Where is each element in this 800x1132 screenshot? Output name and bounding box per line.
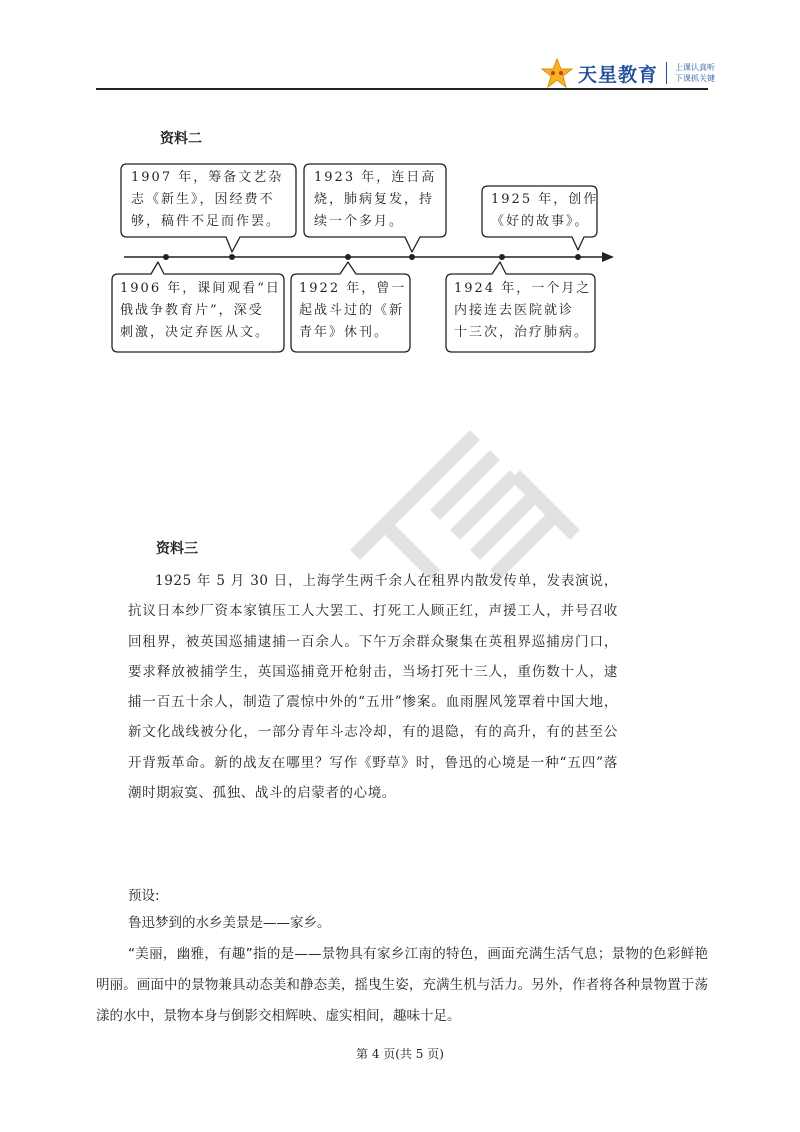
- page-footer: 第 4 页(共 5 页): [356, 1047, 444, 1061]
- preset-paragraph: “美丽，幽雅，有趣”指的是——景物具有家乡江南的特色，画面充满生活气息；景物的色彩鲜艳明丽。画面中的景物兼具动态美和静态美，摇曳生姿，充满生机与活力。另外，作者将各种景物置于荡漾的水中，景物本身与倒影交相辉映、虚实相间，趣味十足。: [96, 946, 708, 1024]
- event-line: 《好的故事》。: [491, 214, 590, 229]
- event-line: 青年》休刊。: [299, 325, 390, 340]
- preset-line-1: 鲁迅梦到的水乡美景是——家乡。: [128, 915, 331, 931]
- preset-label: 预设:: [128, 888, 160, 904]
- event-line: 1923 年，连日高: [314, 170, 437, 185]
- watermark-icon: [350, 420, 590, 580]
- slogan-line-2: 下课抓关键: [675, 74, 716, 83]
- event-line: 起战斗过的《新: [299, 303, 405, 318]
- event-1907-text: [131, 167, 283, 233]
- event-line: 十三次，治疗肺病。: [454, 325, 590, 340]
- point-1906: [163, 254, 169, 260]
- event-line: 俄战争教育片”，深受: [120, 303, 264, 318]
- point-1923: [409, 254, 415, 260]
- material3-paragraph: 1925 年 5 月 30 日，上海学生两千余人在租界内散发传单，发表演说，抗议日本纱厂资本家镇压工人大罢工、打死工人顾正红，声援工人，并号召收回租界，被英国巡捕逮捕一百余人。下午万余群众聚集在英租界巡捕房门口，要求释放被捕学生，英国巡捕竟开枪射击，当场打死十三人，重伤数十人，逮捕一百五十余人，制造了震惊中外的“五卅”惨案。血雨腥风笼罩着中国大地，新文化战线被分化，一部分青年斗志冷却，有的退隐，有的高升，有的甚至公开背叛革命。新的战友在哪里？写作《野草》时，鲁迅的心境是一种“五四”落潮时期寂寞、孤独、战斗的启蒙者的心境。: [128, 573, 618, 802]
- point-1922: [345, 254, 351, 260]
- event-line: 1906 年，课间观看“日: [120, 281, 281, 296]
- point-1924: [499, 254, 505, 260]
- event-line: 续一个多月。: [314, 214, 405, 229]
- event-line: 够，稿件不足而作罢。: [131, 214, 282, 229]
- slogan-line-1: 上课认真听: [675, 63, 716, 72]
- event-line: 志《新生》，因经费不: [131, 192, 275, 207]
- event-line: 1924 年，一个月之: [454, 281, 592, 296]
- event-1924-text: [454, 278, 591, 344]
- event-line: 1922 年，曾一: [299, 281, 407, 296]
- event-1906-text: [120, 278, 281, 344]
- point-1907: [229, 254, 235, 260]
- event-1922-text: [299, 278, 406, 344]
- brand-name: 天星教育: [578, 63, 659, 86]
- event-line: 烧，肺病复发，持: [314, 192, 435, 207]
- event-line: 1907 年，筹备文艺杂: [131, 170, 284, 185]
- timeline-arrow-icon: [602, 252, 614, 262]
- event-line: 刺激，决定弃医从文。: [120, 325, 271, 340]
- material2-title: 资料二: [160, 131, 202, 147]
- material3-body: [128, 566, 618, 808]
- event-line: 内接连去医院就诊: [454, 303, 575, 318]
- material3-title: 资料三: [156, 541, 198, 557]
- event-1923-text: [314, 167, 436, 233]
- event-line: 1925 年，创作: [491, 192, 599, 207]
- event-1925-text: [491, 189, 598, 233]
- point-1925: [575, 254, 581, 260]
